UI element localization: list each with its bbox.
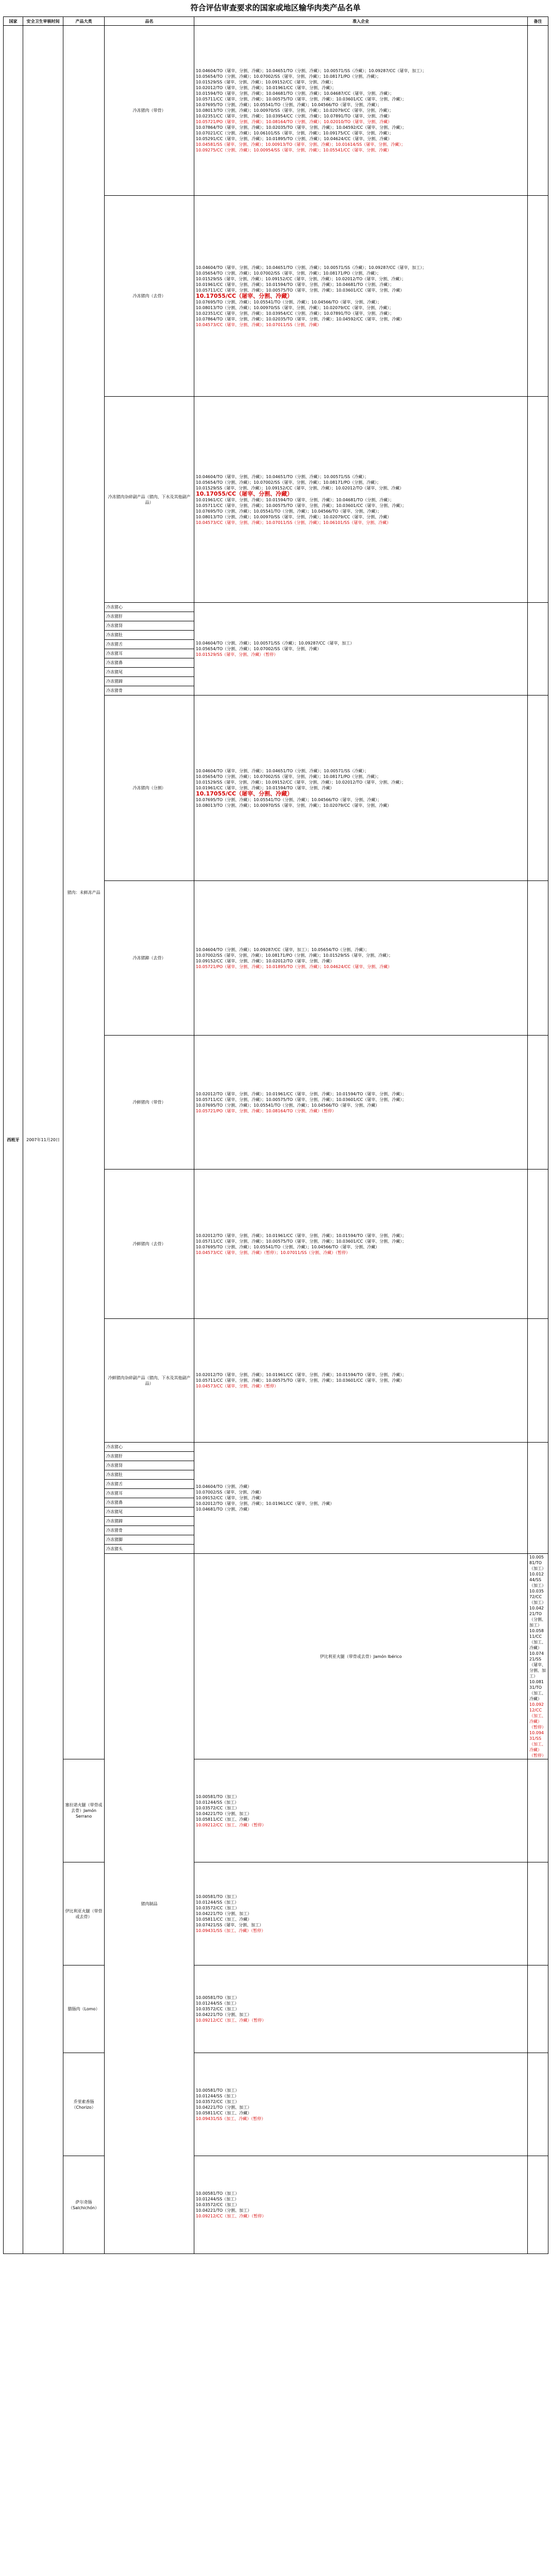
enterprise-list-text: 10.04604/TO（分割、冷藏）；10.00571/SS（冷藏）；10.09287/CC（屠宰，加工） — [196, 641, 355, 646]
note-cell — [528, 1443, 548, 1554]
enterprise-list-text: 10.07002/SS（屠宰、分割、冷藏） — [196, 1490, 264, 1495]
highlighted-entries: 10.04573/CC（屠宰、分割、冷藏）（暂停）；10.07011/SS（分割、冷藏）（暂停） — [196, 1250, 350, 1255]
product-name: 冷冻猪肾 — [105, 1461, 194, 1470]
country-cell: 西班牙 — [4, 26, 23, 2254]
note-cell — [528, 881, 548, 1036]
enterprise-list — [194, 881, 528, 1036]
product-name: 冷冻猪肉（带骨） — [105, 26, 194, 196]
product-name: 冷冻猪尾 — [105, 1507, 194, 1517]
enterprise-list — [194, 2053, 528, 2156]
highlighted-entries: 10.05721/PO（屠宰、分割、冷藏）；10.08164/TO（分割、冷藏）；10.02010/TO（屠宰、分割、冷藏） — [196, 120, 392, 124]
enterprise-list-text: 10.09152/CC（屠宰、分割、冷藏） — [196, 1496, 264, 1500]
enterprise-list-text: 10.02012/TO（屠宰、分割、冷藏）；10.01961/CC（屠宰、分割、冷藏） — [196, 1501, 335, 1506]
enterprise-list-text: 10.00581/TO（加工） 10.01244/SS（加工） 10.03572/CC（加工） 10.04221/TO（分割、加工） — [196, 1995, 252, 2017]
access-list-table — [3, 16, 548, 2254]
emphasized-entry: 10.17055/CC（屠宰、分割、冷藏） — [196, 490, 293, 497]
highlighted-entries: 10.01529/SS（屠宰、分割、冷藏）（暂停） — [196, 652, 278, 657]
enterprise-list-text: 10.04681/TO（分割、冷藏） — [196, 1507, 252, 1512]
header-row — [4, 17, 548, 26]
highlighted-entries: 10.09431/SS（加工、冷藏）（暂停） — [196, 1928, 266, 1933]
product-name: 冷冻猪心 — [105, 1443, 194, 1452]
product-name: 冷冻猪肝 — [105, 1452, 194, 1461]
note-cell — [528, 696, 548, 881]
product-name: 冷冻猪脚 — [105, 1535, 194, 1545]
emphasized-entry: 10.17055/CC（屠宰、分割、冷藏） — [196, 790, 293, 797]
product-name: 伊比利亚火腿（带骨或去骨） — [63, 1862, 105, 1965]
enterprise-list — [194, 696, 528, 881]
enterprise-list-text: 10.04604/TO（屠宰、分割、冷藏）；10.04651/TO（分割、冷藏）；10.00571/SS（冷藏）；10.09287/CC（屠宰，加工）； 10.05654/TO（分割、冷藏）；10.07002/SS（屠宰、分割、冷藏）；10.08171/PO（分割、冷藏）； 10.01529/SS（屠宰、分割、冷藏）；10.09152/CC（屠宰、分割、冷藏）；10.02012/TO（屠宰、分割、冷藏）； 10.01961/CC（屠宰、分割、冷藏）；10.01594/TO（屠宰、分割、冷藏）；10.04681/TO（分割、冷藏）； 10.05711/CC（屠宰、分割、冷藏）；10.00575/TO（屠宰、分割、冷藏）；10.03601/CC（屠宰、分割、冷藏） — [196, 265, 427, 293]
enterprise-list-text: 10.01961/CC（屠宰、分割、冷藏）；10.01594/TO（屠宰、分割、冷藏）；10.04681/TO（分割、冷藏）； 10.05711/CC（屠宰、分割、冷藏）；10.00575/TO（屠宰、分割、冷藏）；10.03601/CC（屠宰、分割、冷藏）； 10.07695/TO（分割、冷藏）；10.05541/TO（分割、冷藏）；10.04566/TO（屠宰、分割、冷藏）； 10.08013/TO（分割、冷藏）；10.00970/SS（屠宰、分割、冷藏）；10.02079/CC（屠宰、分割、冷藏） — [196, 497, 407, 519]
note-cell — [528, 603, 548, 696]
product-name: 冷冻猪耳 — [105, 649, 194, 658]
product-name: 冷冻猪鼻 — [105, 658, 194, 668]
table-row — [4, 1759, 548, 1862]
product-name: 冷冻猪骨 — [105, 686, 194, 696]
product-name: 冷冻猪蹄（去骨） — [105, 881, 194, 1036]
header-country: 国家 — [4, 17, 23, 26]
product-name: 冷鲜猪肉杂碎副产品（猪肉、下水及其他副产品） — [105, 1319, 194, 1443]
enterprise-list-text: 10.04604/TO（分割、冷藏）；10.09287/CC（屠宰，加工）；10.05654/TO（分割、冷藏）； 10.07002/SS（屠宰、分割、冷藏）；10.08171/PO（分割、冷藏）；10.01529/SS（屠宰、分割、冷藏）； 10.09152/CC（屠宰、分割、冷藏）；10.02012/TO（屠宰、分割、冷藏） — [196, 947, 393, 963]
highlighted-entries: 10.04573/CC（屠宰、分割、冷藏）；10.07011/SS（分割、冷藏） — [196, 322, 322, 327]
enterprise-list-text: 10.04604/TO（屠宰、分割、冷藏）；10.04651/TO（分割、冷藏）；10.00571/SS（冷藏）；10.09287/CC（屠宰，加工）； 10.05654/TO（分割、冷藏）；10.07002/SS（屠宰、分割、冷藏）；10.08171/PO（分割、冷藏）； 10.01529/SS（屠宰、分割、冷藏）；10.09152/CC（屠宰、分割、冷藏）； 10.02012/TO（屠宰、分割、冷藏）；10.01961/CC（屠宰、分割、冷藏）； 10.01594/TO（屠宰、分割、冷藏）；10.04681/TO（分割、冷藏）；10.04687/CC（屠宰、分割、冷藏）； 10.05711/CC（屠宰、分割、冷藏）；10.00575/TO（屠宰、分割、冷藏）；10.03601/CC（屠宰、分割、冷藏）； 10.07695/TO（分割、冷藏）；10.05541/TO（分割、冷藏）；10.04566/TO（屠宰、分割、冷藏）； 10.08013/TO（分割、冷藏）；10.00970/SS（屠宰、分割、冷藏）；10.02079/CC（屠宰、分割、冷藏）； 10.02351/CC（屠宰、分割、冷藏）；10.03954/CC（分割、冷藏）；10.07891/TO（屠宰、分割、冷藏） — [196, 69, 427, 118]
note-cell — [528, 2156, 548, 2254]
table-row — [4, 1862, 548, 1965]
note-cell — [528, 1862, 548, 1965]
product-name: 冷冻猪心 — [105, 603, 194, 612]
enterprise-list — [194, 1862, 528, 1965]
category-cell: 猪肉：未鲜冻产品 — [63, 26, 105, 1759]
highlighted-entries: 10.05721/PO（屠宰、分割、冷藏）；10.08164/TO（分割、冷藏）（暂停） — [196, 1108, 337, 1113]
enterprise-list-text: 10.07864/TO（屠宰、分割、冷藏）；10.02035/TO（屠宰、分割、冷藏）；10.04592/CC（屠宰、分割、冷藏）； 10.07021/CC（分割、冷藏）；10.06101/SS（屠宰、分割、冷藏）；10.09175/CC（屠宰、分割、冷藏）； 10.05291/CC（屠宰、分割、冷藏）；10.01895/TO（分割、冷藏）；10.04624/CC（屠宰、分割、冷藏） — [196, 125, 407, 141]
enterprise-list — [194, 26, 528, 196]
product-name: 冷冻猪肉（分割） — [105, 696, 194, 881]
enterprise-list-text: 10.00581/TO（加工） 10.01244/SS（加工） 10.03572/CC（加工） 10.04221/TO（分割、加工） 10.05811/CC（加工、冷藏） — [196, 2088, 252, 2115]
table-row — [4, 2053, 548, 2156]
product-name: 冷冻猪舌 — [105, 640, 194, 649]
product-name: 冷冻猪肚 — [105, 631, 194, 640]
enterprise-list — [194, 1443, 528, 1554]
note-cell — [528, 26, 548, 196]
enterprise-list-text: 10.04604/TO（屠宰、分割、冷藏）；10.04651/TO（分割、冷藏）；10.00571/SS（冷藏）； 10.05654/TO（分割、冷藏）；10.07002/SS（屠宰、分割、冷藏）；10.08171/PO（分割、冷藏）； 10.01529/SS（屠宰、分割、冷藏）；10.09152/CC（屠宰、分割、冷藏）；10.02012/TO（屠宰、分割、冷藏）； 10.01961/CC（屠宰、分割、冷藏）；10.01594/TO（屠宰、分割、冷藏） — [196, 768, 406, 790]
highlighted-entries: 10.05721/PO（屠宰、分割、冷藏）；10.01895/TO（分割、冷藏）；10.04624/CC（屠宰、分割、冷藏） — [196, 964, 392, 969]
table-row — [4, 2156, 548, 2254]
product-name: 冷冻猪蹄 — [105, 1517, 194, 1526]
enterprise-list-text: 10.02012/TO（屠宰、分割、冷藏）；10.01961/CC（屠宰、分割、冷藏）；10.01594/TO（屠宰、分割、冷藏）； 10.05711/CC（屠宰、分割、冷藏）；10.00575/TO（屠宰、分割、冷藏）；10.03601/CC（屠宰、分割、冷藏）； 10.07695/TO（分割、冷藏）；10.05541/TO（分割、冷藏）；10.04566/TO（屠宰、分割、冷藏） — [196, 1091, 407, 1108]
enterprise-list-text: 10.00581/TO（加工） 10.01244/SS（加工） 10.03572/CC（加工） 10.04221/TO（分割、加工） 10.05811/CC（加工、冷藏） 10.07421/SS（屠宰、分割、加工） — [196, 1894, 264, 1927]
highlighted-entries: 10.09431/SS（加工、冷藏）（暂停） — [196, 2116, 266, 2121]
product-name: 冷冻猪肉杂碎副产品（猪肉、下水及其他副产品） — [105, 397, 194, 603]
header-date: 安全卫生审核时间 — [23, 17, 63, 26]
highlighted-entries: 10.09212/CC（加工、冷藏）（暂停） — [196, 1822, 266, 1827]
enterprise-list — [194, 1759, 528, 1862]
product-name: 冷鲜猪肉（去骨） — [105, 1170, 194, 1319]
enterprise-list — [194, 1036, 528, 1170]
enterprise-list — [194, 2156, 528, 2254]
enterprise-list-text: 10.07695/TO（分割、冷藏）；10.05541/TO（分割、冷藏）；10.04566/TO（屠宰、分割、冷藏）； 10.08013/TO（分割、冷藏）；10.00970/SS（屠宰、分割、冷藏）；10.02079/CC（屠宰、分割、冷藏） — [196, 797, 392, 808]
note-cell — [528, 1965, 548, 2053]
category-cell: 猪肉制品 — [105, 1554, 194, 2254]
highlighted-entries: 10.09212/CC（加工、冷藏）（暂停） — [196, 2214, 266, 2218]
note-cell — [528, 1170, 548, 1319]
product-name: 冷冻猪鼻 — [105, 1498, 194, 1507]
enterprise-list-text: 10.02012/TO（屠宰、分割、冷藏）；10.01961/CC（屠宰、分割、冷藏）；10.01594/TO（屠宰、分割、冷藏）； 10.05711/CC（屠宰、分割、冷藏）；10.00575/TO（屠宰、分割、冷藏）；10.03601/CC（屠宰、分割、冷藏） — [196, 1372, 407, 1383]
enterprise-list — [194, 603, 528, 696]
enterprise-list-text: 10.07695/TO（分割、冷藏）；10.05541/TO（分割、冷藏）；10.04566/TO（屠宰、分割、冷藏）； 10.08013/TO（分割、冷藏）；10.00970/SS（屠宰、分割、冷藏）；10.02079/CC（屠宰、分割、冷藏）； 10.02351/CC（屠宰、分割、冷藏）；10.03954/CC（分割、冷藏）；10.07891/TO（屠宰、分割、冷藏）； 10.07864/TO（屠宰、分割、冷藏）；10.02035/TO（屠宰、分割、冷藏）；10.04592/CC（屠宰、分割、冷藏） — [196, 299, 405, 321]
product-name: 冷冻猪肾 — [105, 621, 194, 631]
enterprise-list — [194, 1170, 528, 1319]
note-cell — [528, 2053, 548, 2156]
product-name: 冷冻猪舌 — [105, 1480, 194, 1489]
note-cell — [528, 1319, 548, 1443]
enterprise-list — [194, 1319, 528, 1443]
note-cell — [528, 1036, 548, 1170]
product-name: 萨尔奇肠（Salchichón） — [63, 2156, 105, 2254]
product-name: 冷冻猪头 — [105, 1545, 194, 1554]
highlighted-entries: 10.04573/CC（屠宰、分割、冷藏）（暂停） — [196, 1384, 279, 1388]
product-name: 冷冻猪骨 — [105, 1526, 194, 1535]
product-name: 伊比利亚火腿（带骨或去骨）Jamón Ibérico — [194, 1554, 528, 1759]
note-cell — [528, 397, 548, 603]
highlighted-entries: 10.04581/SS（屠宰、分割、冷藏）；10.00913/TO（屠宰、分割、冷藏）；10.01614/SS（屠宰、分割、冷藏）； 10.09275/CC（分割、冷藏）；10.00954/SS（屠宰、分割、冷藏）；10.05541/CC（屠宰、分割、冷藏） — [196, 142, 406, 152]
enterprise-list — [528, 1554, 548, 1759]
header-category: 产品大类 — [63, 17, 105, 26]
product-name: 冷冻猪蹄 — [105, 677, 194, 686]
note-cell — [528, 1759, 548, 1862]
product-name: 冷冻猪尾 — [105, 668, 194, 677]
enterprise-list-text: 10.02012/TO（屠宰、分割、冷藏）；10.01961/CC（屠宰、分割、冷藏）；10.01594/TO（屠宰、分割、冷藏）； 10.05711/CC（屠宰、分割、冷藏）；10.00575/TO（屠宰、分割、冷藏）；10.03601/CC（屠宰、分割、冷藏）； 10.07695/TO（分割、冷藏）；10.05541/TO（分割、冷藏）；10.04566/TO（屠宰、分割、冷藏） — [196, 1233, 407, 1249]
enterprise-list — [194, 1965, 528, 2053]
table-row — [4, 26, 548, 196]
product-name: 乔里索香肠（Chorizo） — [63, 2053, 105, 2156]
enterprise-list-text: 10.00581/TO（加工） 10.01244/SS（加工） 10.03572/CC（加工） 10.04221/TO（分割、加工） 10.05811/CC（加工、冷藏） 10.07421/SS（屠宰、分割、加工） 10.08131/TO（加工、冷藏） — [529, 1555, 546, 1701]
enterprise-list — [194, 196, 528, 397]
enterprise-list-text: 10.00581/TO（加工） 10.01244/SS（加工） 10.03572/CC（加工） 10.04221/TO（分割、加工） — [196, 2191, 252, 2213]
emphasized-entry: 10.17055/CC（屠宰、分割、冷藏） — [196, 292, 293, 299]
enterprise-list-text: 10.04604/TO（分割、冷藏） — [196, 1484, 252, 1489]
header-note: 备注 — [528, 17, 548, 26]
product-name: 冷冻猪肉（去骨） — [105, 196, 194, 397]
header-list: 准入企业 — [194, 17, 528, 26]
enterprise-list — [194, 397, 528, 603]
product-name: 冷冻猪肚 — [105, 1470, 194, 1480]
enterprise-list-text: 10.04604/TO（屠宰、分割、冷藏）；10.04651/TO（分割、冷藏）；10.00571/SS（冷藏）； 10.05654/TO（分割、冷藏）；10.07002/SS（屠宰、分割、冷藏）；10.08171/PO（分割、冷藏）； 10.01529/SS（屠宰、分割、冷藏）；10.09152/CC（屠宰、分割、冷藏）；10.02012/TO（屠宰、分割、冷藏） — [196, 474, 404, 490]
product-name: 冷冻猪肝 — [105, 612, 194, 621]
product-name: 冷冻猪耳 — [105, 1489, 194, 1498]
header-product: 品名 — [105, 17, 194, 26]
product-name: 腊肠肉（Lomo） — [63, 1965, 105, 2053]
enterprise-list-text: 10.00581/TO（加工） 10.01244/SS（加工） 10.03572/CC（加工） 10.04221/TO（分割、加工） 10.05811/CC（加工、冷藏） — [196, 1794, 252, 1822]
highlighted-entries: 10.09212/CC（加工、冷藏）（暂停） — [196, 2018, 266, 2023]
note-cell — [528, 196, 548, 397]
product-name: 冷鲜猪肉（带骨） — [105, 1036, 194, 1170]
audit-date-cell: 2007年11月20日 — [23, 26, 63, 2254]
highlighted-entries: 10.04573/CC（屠宰、分割、冷藏）；10.07011/SS（分割、冷藏）；10.06101/SS（屠宰、分割、冷藏） — [196, 520, 391, 525]
product-name: 塞拉诺火腿（带骨或去骨）Jamón Serrano — [63, 1759, 105, 1862]
table-row — [4, 1965, 548, 2053]
highlighted-entries: 10.09212/CC（加工、冷藏）（暂停） 10.09431/SS（加工、冷藏）（暂停） — [529, 1702, 546, 1758]
page-title: 符合评估审查要求的国家或地区输华肉类产品名单 — [190, 3, 361, 12]
enterprise-list-text: 10.05654/TO（分割、冷藏）；10.07002/SS（屠宰、分割、冷藏） — [196, 647, 322, 651]
